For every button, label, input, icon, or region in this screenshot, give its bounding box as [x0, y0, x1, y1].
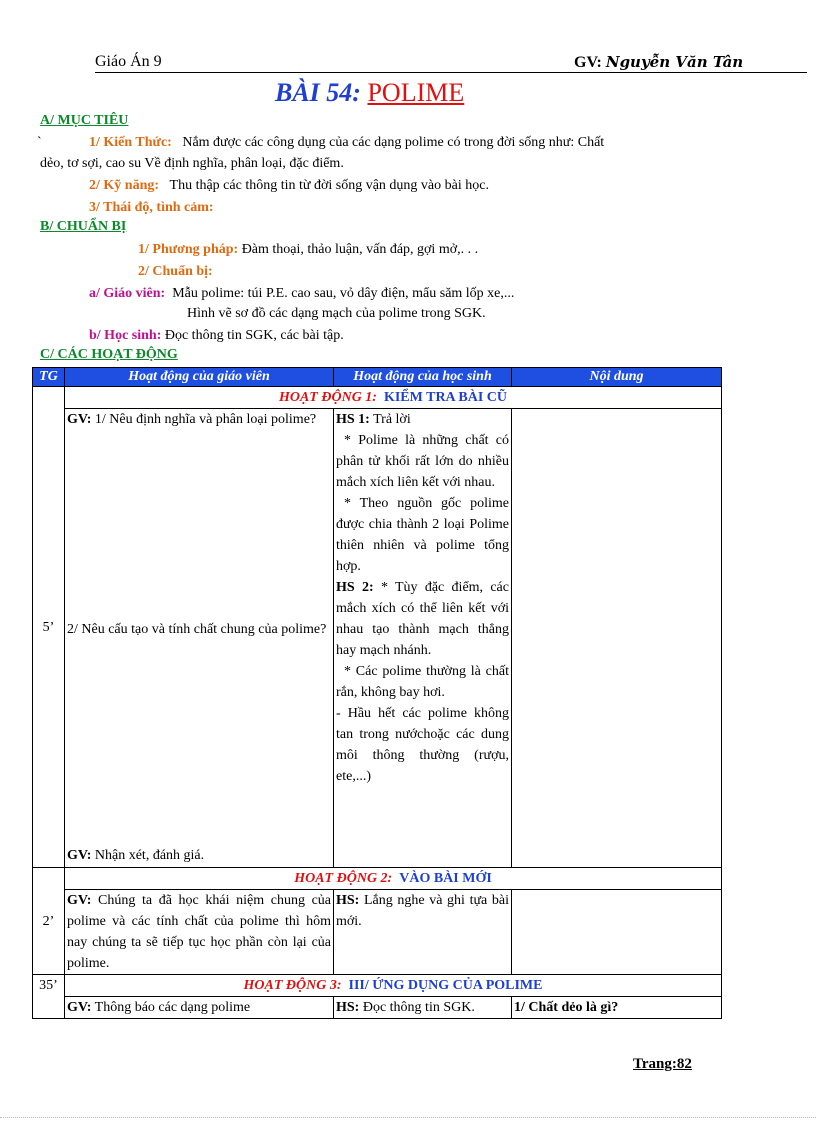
student-line [89, 326, 344, 346]
page-title [275, 78, 464, 108]
act2-title: VÀO BÀI MỚI [399, 871, 492, 886]
act1-hs1 [336, 409, 509, 430]
col-header-teacher: Hoạt động của giáo viên [65, 368, 334, 387]
knowledge-line [89, 133, 604, 153]
act2-teacher-cell [65, 890, 334, 975]
attitude-label: 3/ Thái độ, tình cảm: [89, 200, 214, 215]
act3-teacher-cell [65, 997, 334, 1019]
col-header-student: Hoạt động của học sinh [334, 368, 512, 387]
lesson-topic: POLIME [367, 78, 465, 107]
act1-content-cell [512, 409, 722, 868]
act1-teacher-cell [65, 409, 334, 868]
act1-gv2: 2/ Nêu cấu tạo và tính chất chung của polime? [67, 622, 327, 637]
act2-label: HOẠT ĐỘNG 2: [294, 871, 393, 886]
section-b-heading: B/ CHUẨN BỊ [40, 219, 127, 234]
act2-content-cell [512, 890, 722, 975]
skill-text: Thu thập các thông tin từ đời sống vận dụng vào bài học. [169, 178, 489, 193]
act3-gv-label: GV: [67, 1000, 92, 1015]
col-header-time: TG [33, 368, 65, 387]
act1-label: HOẠT ĐỘNG 1: [278, 390, 377, 405]
teacher-text: Mẫu polime: túi P.E. cao sau, vỏ dây điện, mẩu săm lốp xe,... [172, 286, 515, 301]
act1-hs1-p1: * Polime là những chất có phân tử khối rất lớn do nhiều mắch xích liên kết với nhau. [336, 433, 509, 490]
act1-gv1-label: GV: [67, 412, 92, 427]
teacher-line [89, 284, 514, 304]
header-subject: Giáo Án 9 [95, 53, 162, 70]
lesson-number: BÀI 54: [275, 78, 361, 107]
col-header-content: Nội dung [512, 368, 722, 387]
knowledge-text: Nắm được các công dụng của các dạng polime có trong đời sống như: Chất [182, 135, 605, 150]
act1-heading [65, 387, 722, 409]
act1-gv1 [67, 409, 331, 430]
knowledge-text-cont: dẻo, tơ sợi, cao su Về định nghĩa, phân loại, đặc điểm. [40, 156, 344, 171]
header-teacher-prefix: GV: [574, 54, 602, 71]
act3-hs-label: HS: [336, 1000, 360, 1015]
act1-gv3-label: GV: [67, 848, 92, 863]
act3-time: 35’ [33, 975, 65, 1019]
student-label: b/ Học sinh: [89, 328, 162, 343]
method-text: Đàm thoại, thảo luận, vấn đáp, gợi mở,. . . [241, 242, 479, 257]
act3-title: III/ ỨNG DỤNG CỦA POLIME [348, 978, 543, 993]
act1-gv3-text: Nhận xét, đánh giá. [94, 848, 205, 863]
skill-line [89, 176, 489, 196]
act1-title: KIỂM TRA BÀI CŨ [383, 390, 508, 405]
act1-hs1-label: HS 1: [336, 412, 370, 427]
page-number: Trang:82 [633, 1056, 692, 1072]
act1-hs2-p2: * Các polime thường là chất rắn, không bay hơi. [336, 664, 509, 700]
table-header-row [33, 368, 722, 387]
act2-hs-text: Lắng nghe và ghi tựa bài mới. [336, 893, 510, 929]
teacher-label: a/ Giáo viên: [89, 286, 166, 301]
act1-hs1-p2: * Theo nguồn gốc polime được chia thành 2 loại Polime thiên nhiên và polime tổng hợp. [336, 496, 509, 574]
act3-gv-text: Thông báo các dạng polime [94, 1000, 251, 1015]
section-c-heading: C/ CÁC HOẠT ĐỘNG [40, 347, 178, 362]
header-teacher [574, 53, 743, 72]
activities-table [32, 367, 722, 1019]
stray-mark: ` [37, 135, 42, 150]
student-text: Đọc thông tin SGK, các bài tập. [164, 328, 344, 343]
method-label: 1/ Phương pháp: [138, 242, 239, 257]
act2-hs-label: HS: [336, 893, 360, 908]
act2-time: 2’ [33, 868, 65, 975]
teacher-text-2: Hình vẽ sơ đồ các dạng mạch của polime trong SGK. [187, 306, 486, 321]
skill-label: 2/ Kỹ năng: [89, 178, 160, 193]
act1-gv3 [67, 845, 331, 866]
act2-gv-label: GV: [67, 893, 92, 908]
act3-label: HOẠT ĐỘNG 3: [243, 978, 342, 993]
act1-hs2 [336, 577, 509, 661]
act1-gv1-text: 1/ Nêu định nghĩa và phân loại polime? [94, 412, 317, 427]
act3-hs-text: Đọc thông tin SGK. [362, 1000, 475, 1015]
prep-label: 2/ Chuẩn bị: [138, 264, 213, 279]
page-bottom-border [0, 1117, 816, 1118]
knowledge-label: 1/ Kiến Thức: [89, 135, 172, 150]
act1-time: 5’ [33, 387, 65, 868]
act3-heading [65, 975, 722, 997]
act1-hs2-text: * Tùy đặc điểm, các mắch xích có thể liên kết với nhau tạo thành mạch thẳng hay mạch nhánh. [336, 580, 509, 658]
method-line [138, 240, 478, 260]
header-teacher-name: Nguyễn Văn Tân [605, 53, 744, 71]
act3-student-cell [334, 997, 512, 1019]
act1-student-cell [334, 409, 512, 868]
act1-hs2-label: HS 2: [336, 580, 374, 595]
act2-gv-text: Chúng ta đã học khái niệm chung của polime và các tính chất của polime thì hôm nay chúng ta sẽ tiếp tục học phần còn lại của polime. [67, 893, 331, 971]
act2-student-cell [334, 890, 512, 975]
act1-hs1-text: Trả lời [373, 412, 411, 427]
act2-heading [65, 868, 722, 890]
act3-content-cell: 1/ Chất dẻo là gì? [512, 997, 722, 1019]
section-a-heading: A/ MỤC TIÊU [40, 113, 129, 128]
header-divider [95, 72, 807, 73]
act1-hs2-p3: - Hầu hết các polime không tan trong nướchoặc các dung môi thông thường (rượu, ete,...) [336, 706, 509, 784]
